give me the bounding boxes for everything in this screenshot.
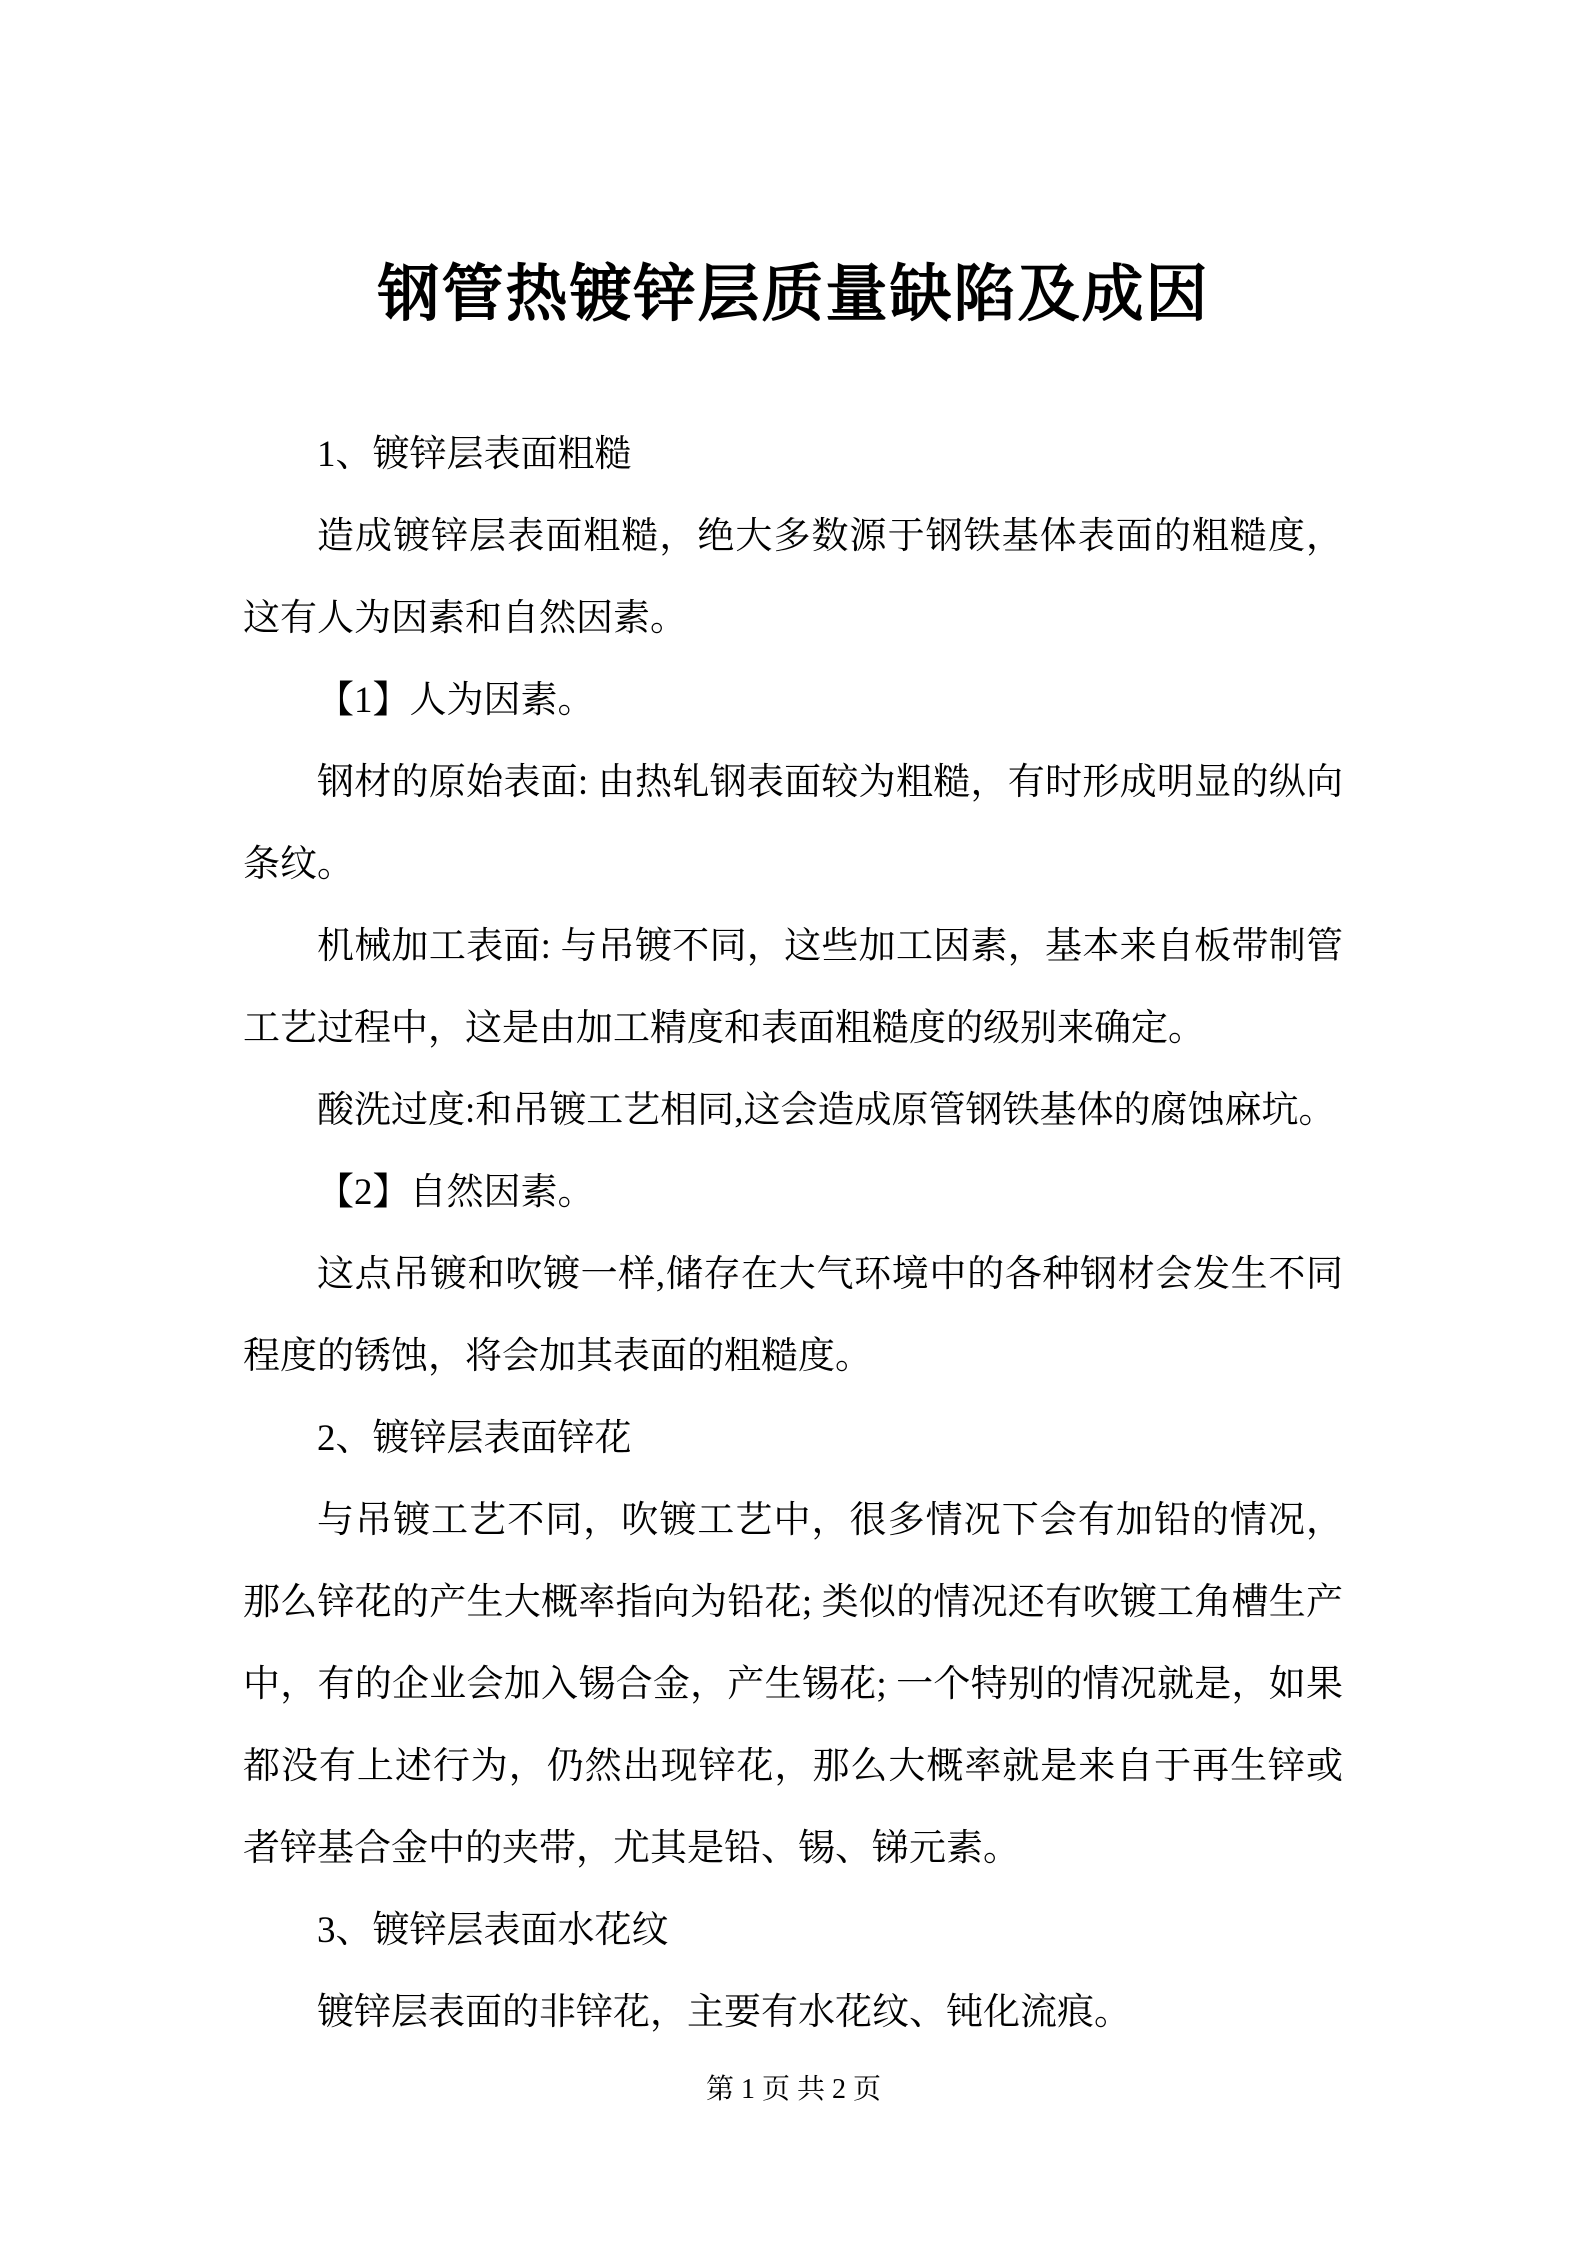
paragraph: 造成镀锌层表面粗糙，绝大多数源于钢铁基体表面的粗糙度，这有人为因素和自然因素。 <box>243 516 1343 639</box>
section-heading-1: 1、镀锌层表面粗糙 <box>317 434 632 475</box>
paragraph: 这点吊镀和吹镀一样,储存在大气环境中的各种钢材会发生不同程度的锈蚀，将会加其表面的粗糙度。 <box>243 1254 1343 1377</box>
section-heading-3: 3、镀锌层表面水花纹 <box>317 1910 669 1951</box>
paragraph: 酸洗过度:和吊镀工艺相同,这会造成原管钢铁基体的腐蚀麻坑。 <box>317 1090 1336 1131</box>
subsection-heading-1-1: 【1】人为因素。 <box>317 680 595 721</box>
page-number-footer: 第 1 页 共 2 页 <box>705 2074 881 2105</box>
paragraph: 与吊镀工艺不同，吹镀工艺中，很多情况下会有加铅的情况，那么锌花的产生大概率指向为铅花; 类似的情况还有吹镀工角槽生产中，有的企业会加入锡合金，产生锡花; 一个特别的情况就是，如果都没有上述行为，仍然出现锌花，那么大概率就是来自于再生锌或者锌基合金中的夹带，尤其是铅、锡、锑元素。 <box>243 1500 1343 1869</box>
document-body <box>243 414 1343 2054</box>
section-heading-2: 2、镀锌层表面锌花 <box>317 1418 632 1459</box>
subsection-heading-1-2: 【2】自然因素。 <box>317 1172 595 1213</box>
paragraph: 机械加工表面: 与吊镀不同，这些加工因素，基本来自板带制管工艺过程中，这是由加工精度和表面粗糙度的级别来确定。 <box>243 926 1343 1049</box>
paragraph: 钢材的原始表面: 由热轧钢表面较为粗糙，有时形成明显的纵向条纹。 <box>243 762 1343 885</box>
paragraph: 镀锌层表面的非锌花，主要有水花纹、钝化流痕。 <box>317 1992 1131 2033</box>
document-title: 钢管热镀锌层质量缺陷及成因 <box>377 261 1210 329</box>
